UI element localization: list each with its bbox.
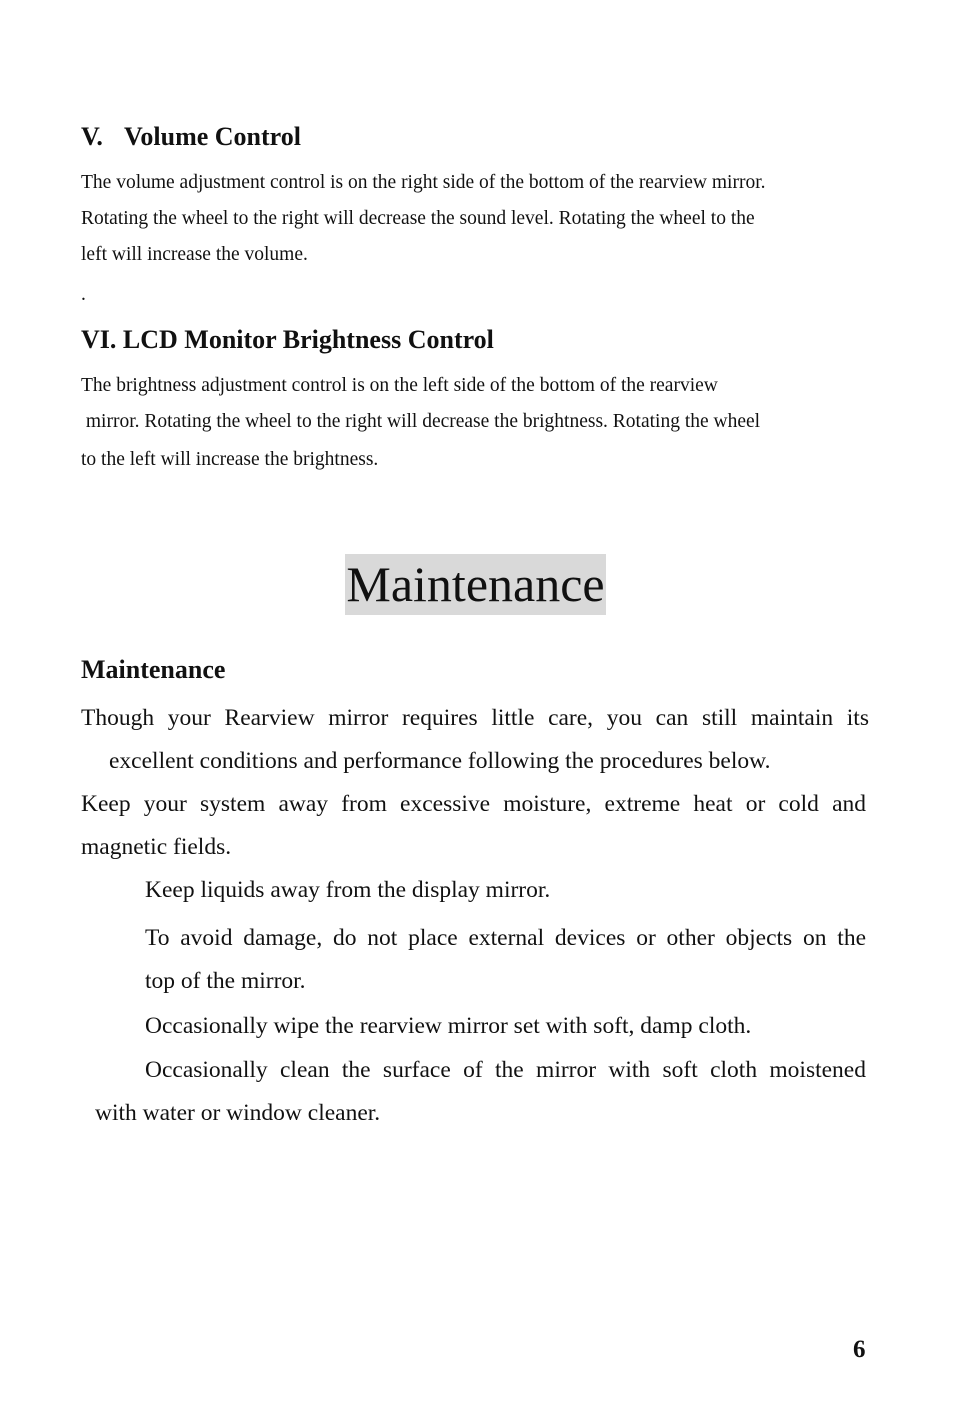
- maintenance-intro-line-1: Though your Rearview mirror requires little care, you can still maintain its: [81, 705, 869, 731]
- maintenance-moisture-line-2: magnetic fields.: [81, 834, 232, 860]
- maintenance-item-wipe: Occasionally wipe the rearview mirror set with soft, damp cloth.: [145, 1013, 752, 1039]
- section-vi-heading: VI. LCD Monitor Brightness Control: [81, 325, 494, 354]
- maintenance-item-devices-line-1: To avoid damage, do not place external devices or other objects on the: [145, 925, 866, 951]
- maintenance-intro-line-2: excellent conditions and performance following the procedures below.: [109, 748, 771, 774]
- page-number: 6: [853, 1336, 866, 1363]
- section-vi-line-1: The brightness adjustment control is on the left side of the bottom of the rearview: [81, 375, 718, 396]
- section-vi-line-3: to the left will increase the brightness.: [81, 449, 379, 470]
- stray-period-mark: .: [81, 284, 86, 305]
- section-v-heading-number: V.: [81, 122, 103, 151]
- section-v-line-3: left will increase the volume.: [81, 244, 308, 265]
- maintenance-item-devices-line-2: top of the mirror.: [145, 968, 306, 994]
- maintenance-item-clean-line-2: with water or window cleaner.: [95, 1100, 381, 1126]
- section-vi-line-2: mirror. Rotating the wheel to the right will decrease the brightness. Rotating the wheel: [81, 411, 761, 432]
- maintenance-moisture-line-1: Keep your system away from excessive moisture, extreme heat or cold and: [81, 791, 866, 817]
- section-v-line-1: The volume adjustment control is on the right side of the bottom of the rearview mirror.: [81, 172, 766, 193]
- maintenance-item-liquids: Keep liquids away from the display mirror.: [145, 877, 551, 903]
- chapter-title: Maintenance: [345, 554, 606, 615]
- maintenance-item-clean-line-1: Occasionally clean the surface of the mirror with soft cloth moistened: [145, 1057, 866, 1083]
- maintenance-heading: Maintenance: [81, 655, 226, 684]
- section-v-heading-title: Volume Control: [124, 122, 301, 151]
- section-v-line-2: Rotating the wheel to the right will decrease the sound level. Rotating the wheel to the: [81, 208, 755, 229]
